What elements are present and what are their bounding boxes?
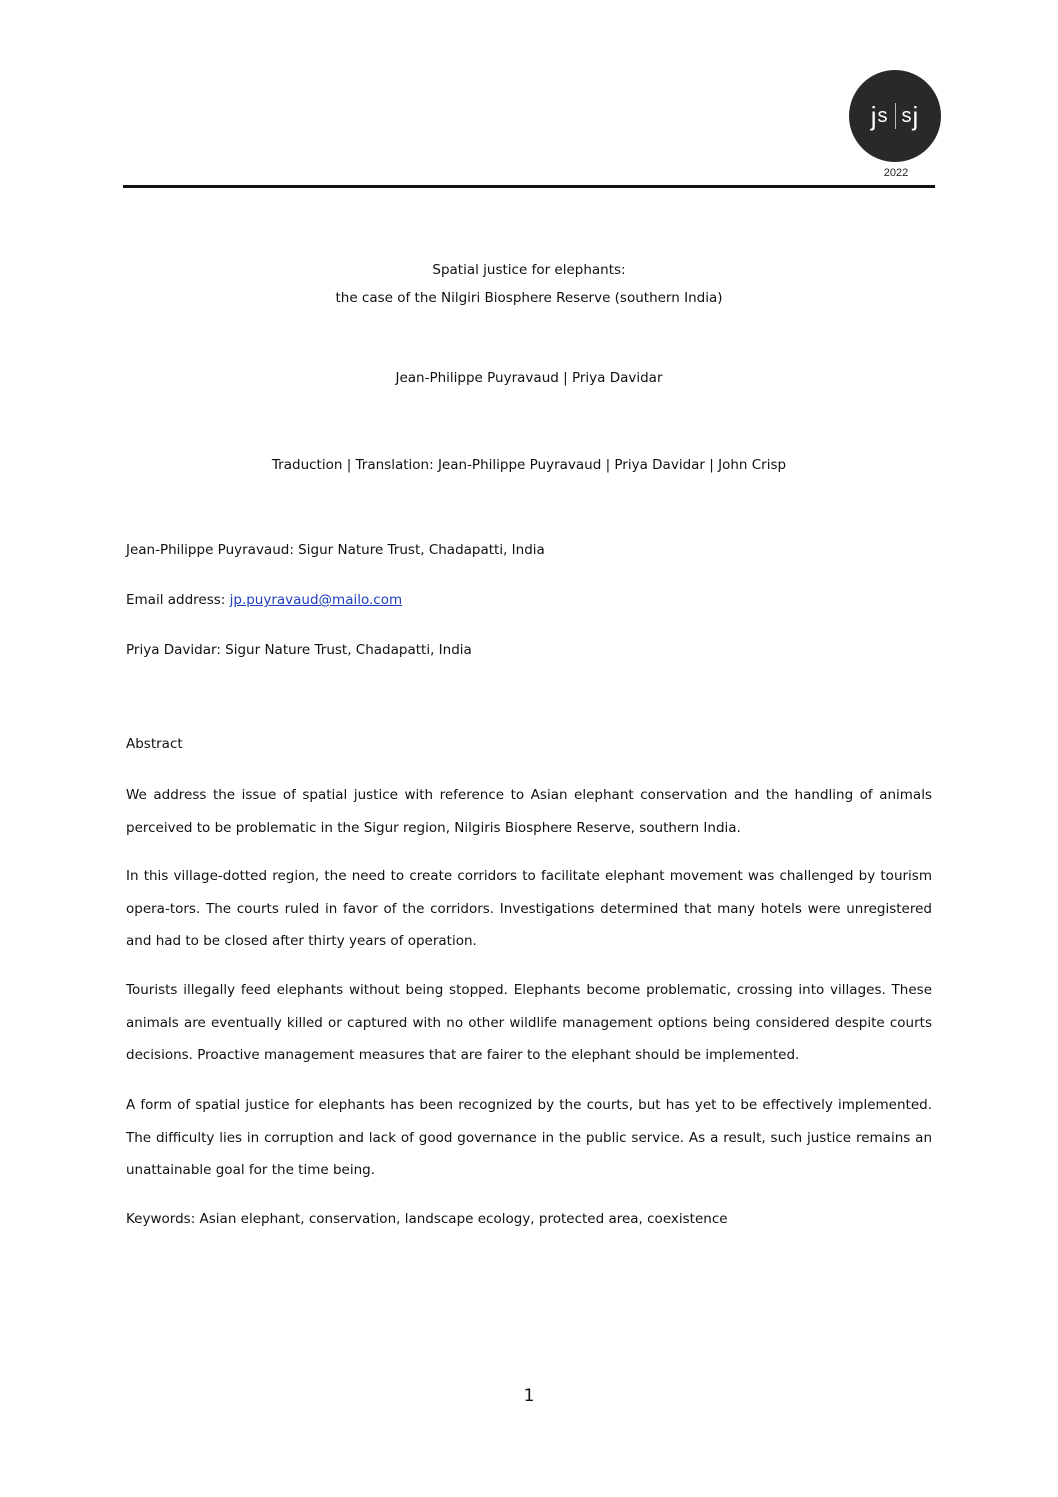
publication-year: 2022 <box>883 167 909 179</box>
abstract-heading: Abstract <box>126 736 183 752</box>
logo-letter-s2: s <box>901 104 913 127</box>
keywords-line <box>126 1211 932 1227</box>
translation-credit: Traduction | Translation: Jean-Philippe Puyravaud | Priya Davidar | John Crisp <box>271 457 787 473</box>
article-title-line2: the case of the Nilgiri Biosphere Reserve (southern India) <box>335 290 723 306</box>
author2-name: Priya Davidar <box>126 642 217 658</box>
journal-logo <box>849 70 941 162</box>
author2-affiliation-text: : Sigur Nature Trust, Chadapatti, India <box>216 642 472 658</box>
abstract-paragraph-1: We address the issue of spatial justice with reference to Asian elephant conservation and the handling of animals perceived to be problematic in the Sigur region, Nilgiris Biosphere Reserve, southern India. <box>126 787 932 836</box>
logo-letter-j1: j <box>870 100 878 131</box>
header-rule <box>123 185 935 188</box>
abstract-paragraph-2: In this village-dotted region, the need to create corridors to facilitate elephant movement was challenged by tourism opera-tors. The courts ruled in favor of the corridors. Investigations determined that many hotels were unregistered and had to be closed after thirty years of operation. <box>126 868 932 949</box>
author2-affiliation <box>126 642 932 658</box>
keywords-label: Keywords <box>126 1211 191 1227</box>
author1-affiliation-text: : Sigur Nature Trust, Chadapatti, India <box>289 542 545 558</box>
email-label: Email address: <box>126 592 230 608</box>
page-number: 1 <box>523 1386 535 1406</box>
authors-line: Jean-Philippe Puyravaud | Priya Davidar <box>395 370 663 386</box>
article-title-line1: Spatial justice for elephants: <box>432 262 626 278</box>
email-line <box>126 592 932 608</box>
logo-letter-j2: j <box>912 100 920 131</box>
email-link[interactable]: jp.puyravaud@mailo.com <box>229 592 403 608</box>
author1-affiliation <box>126 542 932 558</box>
abstract-paragraph-4: A form of spatial justice for elephants has been recognized by the courts, but has yet to be effectively implemented. The difficulty lies in corruption and lack of good governance in the public service. As a result, such justice remains an unattainable goal for the time being. <box>126 1097 932 1178</box>
author1-name: Jean-Philippe Puyravaud <box>126 542 290 558</box>
logo-letter-s1: s <box>877 104 889 127</box>
logo-divider <box>895 103 896 129</box>
keywords-list: : Asian elephant, conservation, landscape ecology, protected area, coexistence <box>190 1211 728 1227</box>
abstract-paragraph-3: Tourists illegally feed elephants without being stopped. Elephants become problematic, crossing into villages. These animals are eventually killed or captured with no other wildlife management options being considered despite courts decisions. Proactive management measures that are fairer to the elephant should be implemented. <box>126 982 932 1063</box>
